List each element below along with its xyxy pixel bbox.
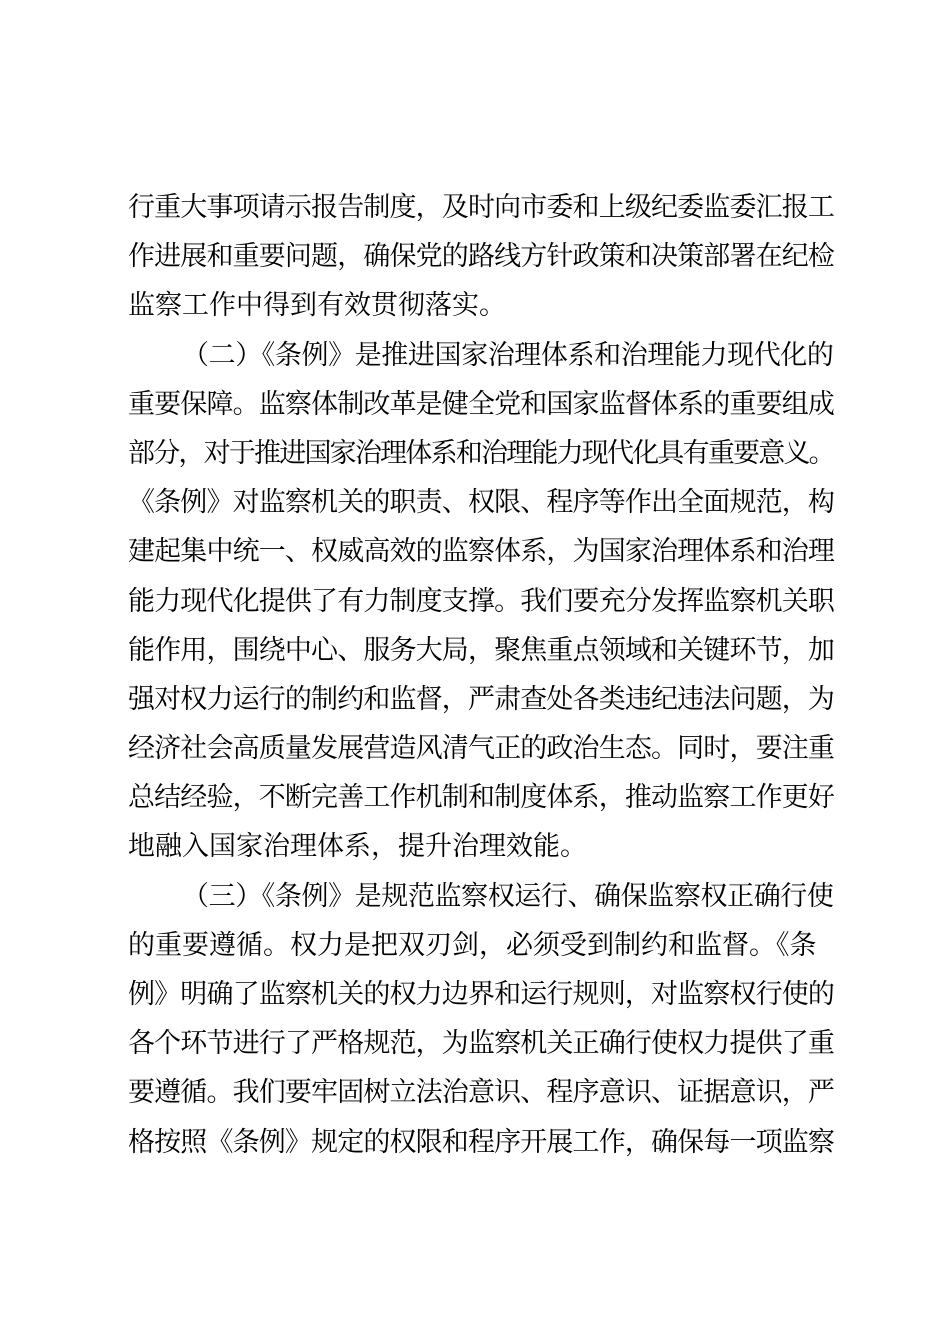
text-line: 格按照《条例》规定的权限和程序开展工作，确保每一项监察 xyxy=(128,1126,835,1158)
text-line: 部分，对于推进国家治理体系和治理能力现代化具有重要意义。 xyxy=(128,437,834,469)
text-line: 作进展和重要问题，确保党的路线方针政策和决策部署在纪检 xyxy=(128,241,835,273)
text-line: 建起集中统一、权威高效的监察体系，为国家治理体系和治理 xyxy=(128,536,835,568)
text-line: 经济社会高质量发展营造风清气正的政治生态。同时，要注重 xyxy=(128,733,835,765)
text-line: 地融入国家治理体系，提升治理效能。 xyxy=(128,831,587,863)
document-body xyxy=(128,183,834,1167)
text-line: 《条例》对监察机关的职责、权限、程序等作出全面规范，构 xyxy=(128,487,835,519)
text-line: 要遵循。我们要牢固树立法治意识、程序意识、证据意识，严 xyxy=(128,1077,835,1109)
text-line: 例》明确了监察机关的权力边界和运行规则，对监察权行使的 xyxy=(128,979,835,1010)
text-line: 重要保障。监察体制改革是健全党和国家监督体系的重要组成 xyxy=(128,388,835,420)
text-line: 强对权力运行的制约和监督，严肃查处各类违纪违法问题，为 xyxy=(128,683,835,715)
text-line: 能作用，围绕中心、服务大局，聚焦重点领域和关键环节，加 xyxy=(128,634,835,666)
paragraph-heading-line: （二）《条例》是推进国家治理体系和治理能力现代化的 xyxy=(182,339,834,371)
text-line: 监察工作中得到有效贯彻落实。 xyxy=(128,290,506,322)
paragraph-heading-line: （三）《条例》是规范监察权运行、确保监察权正确行使 xyxy=(182,880,834,912)
text-line: 各个环节进行了严格规范，为监察机关正确行使权力提供了重 xyxy=(128,1028,835,1060)
text-line: 行重大事项请示报告制度，及时向市委和上级纪委监委汇报工 xyxy=(128,192,835,223)
text-line: 的重要遵循。权力是把双刃剑，必须受到制约和监督。《条 xyxy=(128,929,817,961)
text-line: 总结经验，不断完善工作机制和制度体系，推动监察工作更好 xyxy=(128,782,835,814)
text-line: 能力现代化提供了有力制度支撑。我们要充分发挥监察机关职 xyxy=(128,585,835,617)
